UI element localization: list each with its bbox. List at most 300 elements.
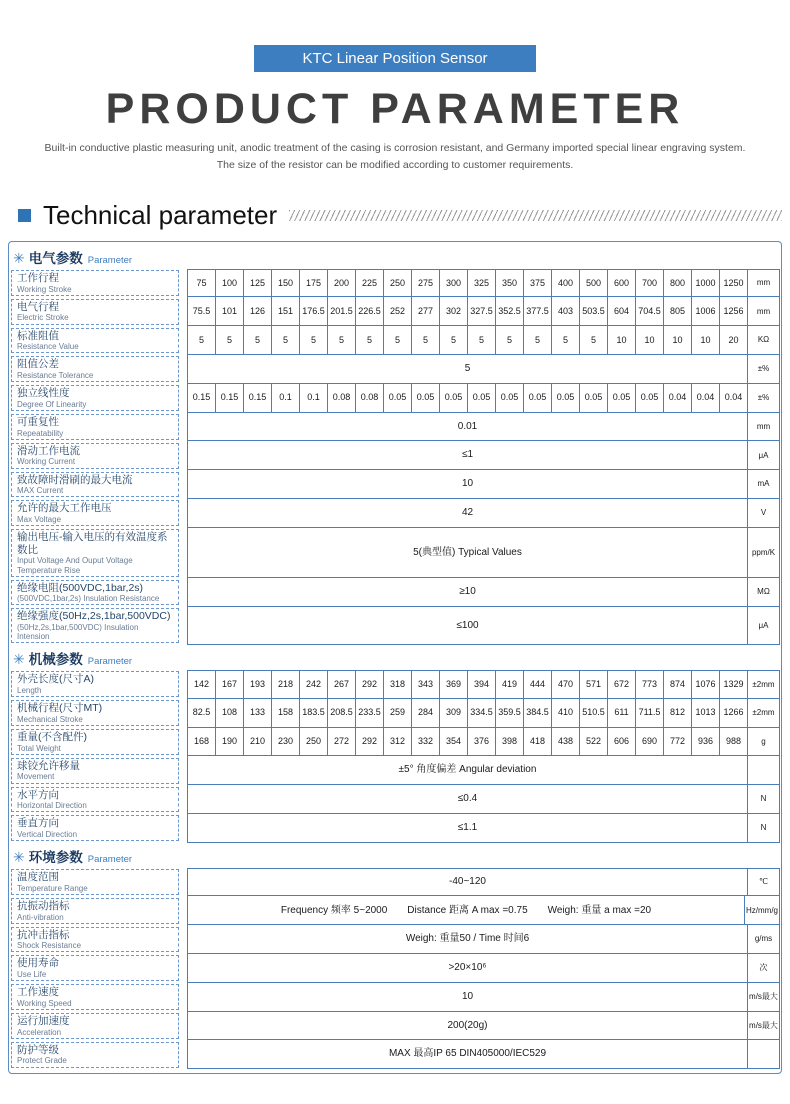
value-cell-span: ≤1 bbox=[187, 441, 747, 470]
value-cell: 403 bbox=[551, 297, 579, 326]
row-cells bbox=[187, 896, 780, 925]
table-row bbox=[11, 499, 780, 528]
value-cell: 5 bbox=[383, 326, 411, 355]
value-cell: 5 bbox=[355, 326, 383, 355]
value-cell: 218 bbox=[271, 670, 299, 699]
value-cell: 126 bbox=[243, 297, 271, 326]
value-cell: 354 bbox=[439, 728, 467, 757]
description-line-2: The size of the resistor can be modified according to customer requirements. bbox=[216, 158, 574, 171]
row-label-cn: 重量(不含配件) bbox=[17, 731, 87, 743]
value-cell: 327.5 bbox=[467, 297, 495, 326]
value-cell: 0.05 bbox=[411, 384, 439, 413]
parameter-sections bbox=[8, 241, 782, 1075]
value-cell: 0.08 bbox=[355, 384, 383, 413]
row-label-cn: 允许的最大工作电压 bbox=[17, 502, 112, 515]
section-mechanical bbox=[11, 648, 780, 843]
row-label-en: Working Speed bbox=[17, 998, 72, 1008]
row-cells bbox=[187, 470, 780, 499]
row-cells bbox=[187, 578, 780, 607]
row-label-en: Vertical Direction bbox=[17, 829, 78, 839]
page-title: PRODUCT PARAMETER bbox=[105, 85, 685, 133]
value-cell: 133 bbox=[243, 699, 271, 728]
value-cell: 0.04 bbox=[719, 384, 747, 413]
unit-cell: N bbox=[747, 785, 780, 814]
row-label-cn: 温度范围 bbox=[17, 871, 59, 884]
value-cell-span: 200(20g) bbox=[187, 1012, 747, 1041]
row-label-en: MAX Current bbox=[17, 486, 64, 496]
value-cell: 158 bbox=[271, 699, 299, 728]
row-label-cn: 标准阻值 bbox=[17, 329, 59, 342]
row-label bbox=[11, 898, 179, 924]
value-cell: 438 bbox=[551, 728, 579, 757]
value-cell: 5 bbox=[271, 326, 299, 355]
unit-cell: μA bbox=[747, 607, 780, 645]
unit-cell: mm bbox=[747, 297, 780, 326]
value-cell: 377.5 bbox=[523, 297, 551, 326]
table-row bbox=[11, 814, 780, 843]
value-cell: 1000 bbox=[691, 269, 719, 298]
section-title-en: Parameter bbox=[87, 655, 133, 667]
value-cell: 167 bbox=[215, 670, 243, 699]
value-cell: 0.1 bbox=[271, 384, 299, 413]
value-cell: 150 bbox=[271, 269, 299, 298]
row-label-en: Use Life bbox=[17, 970, 47, 980]
unit-cell: MΩ bbox=[747, 578, 780, 607]
section-environmental bbox=[11, 846, 780, 1069]
row-label bbox=[11, 1013, 179, 1039]
row-label bbox=[11, 500, 179, 526]
value-cell: 384.5 bbox=[523, 699, 551, 728]
row-label-en: Working Current bbox=[17, 457, 76, 467]
row-cells bbox=[187, 699, 780, 728]
value-cell-span: ≤1.1 bbox=[187, 814, 747, 843]
row-label-cn: 外壳长度(尺寸A) bbox=[17, 673, 94, 686]
table-row bbox=[11, 1012, 780, 1041]
section-header-electrical bbox=[11, 247, 780, 267]
value-cell: 500 bbox=[579, 269, 607, 298]
value-cell: 1013 bbox=[691, 699, 719, 728]
value-cell: 394 bbox=[467, 670, 495, 699]
table-row bbox=[11, 896, 780, 925]
section-title-cn: 环境参数 bbox=[28, 849, 83, 865]
technical-parameter-header bbox=[18, 200, 782, 231]
value-cell: 175 bbox=[299, 269, 327, 298]
row-cells bbox=[187, 269, 780, 298]
row-label-cn: 工作行程 bbox=[17, 272, 59, 285]
value-cell: 1329 bbox=[719, 670, 747, 699]
unit-cell: g/ms bbox=[747, 925, 780, 954]
row-label bbox=[11, 1042, 179, 1068]
value-cell: 183.5 bbox=[299, 699, 327, 728]
row-label-cn: 绝缘电阻(500VDC,1bar,2s) bbox=[17, 581, 144, 594]
value-cell: 0.05 bbox=[439, 384, 467, 413]
row-cells bbox=[187, 441, 780, 470]
unit-cell: V bbox=[747, 499, 780, 528]
row-label bbox=[11, 328, 179, 354]
value-cell: 125 bbox=[243, 269, 271, 298]
row-label-en: Total Weight bbox=[17, 743, 61, 753]
table-row bbox=[11, 756, 780, 785]
row-label-en: Length bbox=[17, 686, 42, 696]
value-cell: 350 bbox=[495, 269, 523, 298]
row-label-en: Horizontal Direction bbox=[17, 801, 87, 811]
value-cell: 5 bbox=[579, 326, 607, 355]
row-label-en: Input Voltage And Ouput Voltage Temperature Rise bbox=[17, 556, 133, 575]
row-label bbox=[11, 529, 179, 577]
value-cell: 522 bbox=[579, 728, 607, 757]
unit-cell: mA bbox=[747, 470, 780, 499]
value-cell: 672 bbox=[607, 670, 635, 699]
value-cell: 0.05 bbox=[635, 384, 663, 413]
value-cell: 208.5 bbox=[327, 699, 355, 728]
row-label-en: Protect Grade bbox=[17, 1056, 67, 1066]
value-cell: 711.5 bbox=[635, 699, 663, 728]
row-label bbox=[11, 270, 179, 296]
row-label bbox=[11, 414, 179, 440]
unit-cell: m/s最大 bbox=[747, 983, 780, 1012]
value-cell: 176.5 bbox=[299, 297, 327, 326]
row-label bbox=[11, 356, 179, 382]
row-cells bbox=[187, 384, 780, 413]
section-title-en: Parameter bbox=[87, 254, 133, 266]
value-cell: 690 bbox=[635, 728, 663, 757]
value-cell: 226.5 bbox=[355, 297, 383, 326]
row-label-cn: 机械行程(尺寸MT) bbox=[17, 702, 103, 715]
row-label-en: Resistance Value bbox=[17, 342, 79, 352]
row-label bbox=[11, 385, 179, 411]
value-cell: 5 bbox=[243, 326, 271, 355]
row-label-en: Acceleration bbox=[17, 1027, 62, 1037]
value-cell: 0.04 bbox=[691, 384, 719, 413]
value-cell: 5 bbox=[215, 326, 243, 355]
value-cell: 201.5 bbox=[327, 297, 355, 326]
value-cell: 325 bbox=[467, 269, 495, 298]
parameter-table bbox=[11, 269, 780, 645]
row-cells bbox=[187, 670, 780, 699]
value-cell: 359.5 bbox=[495, 699, 523, 728]
row-label bbox=[11, 472, 179, 498]
value-cell: 5 bbox=[523, 326, 551, 355]
value-cell: 398 bbox=[495, 728, 523, 757]
table-row bbox=[11, 728, 780, 757]
value-cell: 5 bbox=[467, 326, 495, 355]
unit-cell: ppm/K bbox=[747, 528, 780, 579]
value-cell: 772 bbox=[663, 728, 691, 757]
value-cell: 369 bbox=[439, 670, 467, 699]
row-label-en: Movement bbox=[17, 772, 55, 782]
row-label-cn: 防护等级 bbox=[17, 1043, 59, 1056]
value-cell: 5 bbox=[187, 326, 215, 355]
row-label-cn: 滑动工作电流 bbox=[17, 444, 80, 457]
row-label-cn: 运行加速度 bbox=[17, 1015, 70, 1028]
value-cell-span: MAX 最高IP 65 DIN405000/IEC529 bbox=[187, 1040, 747, 1069]
row-label-cn: 独立线性度 bbox=[17, 387, 70, 400]
table-row bbox=[11, 699, 780, 728]
value-cell: 190 bbox=[215, 728, 243, 757]
row-label-en: (500VDC,1bar,2s) Insulation Resistance bbox=[17, 594, 160, 604]
value-cell: 704.5 bbox=[635, 297, 663, 326]
unit-cell: g bbox=[747, 728, 780, 757]
value-cell: 292 bbox=[355, 670, 383, 699]
value-cell: 108 bbox=[215, 699, 243, 728]
value-cell: 82.5 bbox=[187, 699, 215, 728]
row-label bbox=[11, 984, 179, 1010]
table-row bbox=[11, 528, 780, 579]
value-cell: 10 bbox=[691, 326, 719, 355]
row-label bbox=[11, 443, 179, 469]
value-cell-span: -40~120 bbox=[187, 868, 747, 897]
row-label-en: Anti-vibration bbox=[17, 912, 64, 922]
parameter-table bbox=[11, 868, 780, 1069]
value-cell: 250 bbox=[299, 728, 327, 757]
unit-cell: ±% bbox=[747, 355, 780, 384]
row-label-cn: 输出电压-输入电压的有效温度系数比 bbox=[17, 531, 168, 556]
table-row bbox=[11, 607, 780, 645]
value-cell-span: 5(典型值) Typical Values bbox=[187, 528, 747, 579]
value-cell: 75 bbox=[187, 269, 215, 298]
value-cell-span: 0.01 bbox=[187, 413, 747, 442]
row-label-cn: 抗冲击指标 bbox=[17, 928, 70, 941]
row-label bbox=[11, 815, 179, 841]
value-cell: 0.04 bbox=[663, 384, 691, 413]
unit-cell: 次 bbox=[747, 954, 780, 983]
row-label-en: Electric Stroke bbox=[17, 313, 69, 323]
value-cell: 1076 bbox=[691, 670, 719, 699]
table-row bbox=[11, 670, 780, 699]
row-label bbox=[11, 700, 179, 726]
value-cell: 0.05 bbox=[495, 384, 523, 413]
value-cell: 1256 bbox=[719, 297, 747, 326]
value-cell: 0.1 bbox=[299, 384, 327, 413]
value-cell: 292 bbox=[355, 728, 383, 757]
ribbon-banner bbox=[254, 45, 536, 72]
value-cell: 230 bbox=[271, 728, 299, 757]
table-row bbox=[11, 954, 780, 983]
table-row bbox=[11, 868, 780, 897]
value-cell: 302 bbox=[439, 297, 467, 326]
value-cell: 604 bbox=[607, 297, 635, 326]
row-label-en: Temperature Range bbox=[17, 883, 88, 893]
row-cells bbox=[187, 326, 780, 355]
value-cell: 5 bbox=[411, 326, 439, 355]
value-cell: 812 bbox=[663, 699, 691, 728]
value-cell: 1266 bbox=[719, 699, 747, 728]
value-cell: 0.15 bbox=[215, 384, 243, 413]
table-row bbox=[11, 470, 780, 499]
value-cell: 376 bbox=[467, 728, 495, 757]
value-cell: 193 bbox=[243, 670, 271, 699]
row-label-en: Degree Of Linearity bbox=[17, 399, 87, 409]
row-cells bbox=[187, 499, 780, 528]
value-cell: 410 bbox=[551, 699, 579, 728]
technical-parameter-title: Technical parameter bbox=[43, 199, 278, 230]
value-cell: 0.05 bbox=[383, 384, 411, 413]
value-cell: 571 bbox=[579, 670, 607, 699]
asterisk-icon: ✳ bbox=[13, 848, 25, 865]
row-label-cn: 可重复性 bbox=[17, 416, 59, 428]
value-cell-span: ≥10 bbox=[187, 578, 747, 607]
value-cell: 20 bbox=[719, 326, 747, 355]
value-cell: 334.5 bbox=[467, 699, 495, 728]
row-label bbox=[11, 787, 179, 813]
value-cell: 5 bbox=[299, 326, 327, 355]
unit-cell: mm bbox=[747, 413, 780, 442]
value-cell: 800 bbox=[663, 269, 691, 298]
page bbox=[0, 45, 790, 1104]
value-cell: 1006 bbox=[691, 297, 719, 326]
unit-cell: ±% bbox=[747, 384, 780, 413]
row-label bbox=[11, 927, 179, 953]
section-title-cn: 电气参数 bbox=[28, 250, 83, 266]
value-cell: 773 bbox=[635, 670, 663, 699]
value-cell: 284 bbox=[411, 699, 439, 728]
value-cell: 5 bbox=[327, 326, 355, 355]
row-cells bbox=[187, 528, 780, 579]
parameter-table bbox=[11, 670, 780, 843]
table-row bbox=[11, 1040, 780, 1069]
value-cell: 267 bbox=[327, 670, 355, 699]
row-label-en: Repeatability bbox=[17, 428, 64, 438]
row-cells bbox=[187, 413, 780, 442]
value-cell: 277 bbox=[411, 297, 439, 326]
unit-cell bbox=[747, 1040, 780, 1069]
value-cell: 0.05 bbox=[467, 384, 495, 413]
row-label bbox=[11, 729, 179, 755]
table-row bbox=[11, 355, 780, 384]
row-label-en: Shock Resistance bbox=[17, 941, 82, 951]
asterisk-icon: ✳ bbox=[13, 650, 25, 667]
row-label-cn: 球铰允许移量 bbox=[17, 759, 80, 772]
value-cell-span: >20×10⁶ bbox=[187, 954, 747, 983]
row-label-cn: 电气行程 bbox=[17, 300, 59, 313]
unit-cell: μA bbox=[747, 441, 780, 470]
row-label-cn: 水平方向 bbox=[17, 788, 59, 801]
unit-cell: Hz/mm/g bbox=[744, 896, 780, 925]
row-label-en: Mechanical Stroke bbox=[17, 714, 83, 724]
value-cell: 0.15 bbox=[187, 384, 215, 413]
row-label-cn: 阻值公差 bbox=[17, 358, 59, 371]
table-row bbox=[11, 297, 780, 326]
row-cells bbox=[187, 355, 780, 384]
table-row bbox=[11, 384, 780, 413]
row-cells bbox=[187, 1012, 780, 1041]
row-cells bbox=[187, 728, 780, 757]
row-cells bbox=[187, 785, 780, 814]
unit-cell: N bbox=[747, 814, 780, 843]
value-cell: 343 bbox=[411, 670, 439, 699]
value-cell: 1250 bbox=[719, 269, 747, 298]
value-cell: 10 bbox=[663, 326, 691, 355]
row-label-en: Working Stroke bbox=[17, 284, 72, 294]
value-cell: 142 bbox=[187, 670, 215, 699]
value-cell: 250 bbox=[383, 269, 411, 298]
value-cell: 400 bbox=[551, 269, 579, 298]
row-cells bbox=[187, 925, 780, 954]
value-cell: 600 bbox=[607, 269, 635, 298]
section-bullet-icon bbox=[18, 209, 31, 222]
table-row bbox=[11, 269, 780, 298]
value-cell: 5 bbox=[495, 326, 523, 355]
value-cell: 252 bbox=[383, 297, 411, 326]
row-label-en: Resistance Tolerance bbox=[17, 371, 94, 381]
value-cell: 0.05 bbox=[523, 384, 551, 413]
value-cell: 936 bbox=[691, 728, 719, 757]
value-cell: 272 bbox=[327, 728, 355, 757]
value-cell: 805 bbox=[663, 297, 691, 326]
value-cell: 606 bbox=[607, 728, 635, 757]
value-cell: 10 bbox=[607, 326, 635, 355]
unit-cell: ±2mm bbox=[747, 670, 780, 699]
value-cell-span: 10 bbox=[187, 983, 747, 1012]
row-cells bbox=[187, 297, 780, 326]
value-cell: 275 bbox=[411, 269, 439, 298]
unit-cell: ℃ bbox=[747, 868, 780, 897]
section-title-en: Parameter bbox=[87, 853, 133, 865]
table-row bbox=[11, 441, 780, 470]
row-cells bbox=[187, 1040, 780, 1069]
table-row bbox=[11, 413, 780, 442]
value-cell: 332 bbox=[411, 728, 439, 757]
value-cell: 700 bbox=[635, 269, 663, 298]
value-cell: 0.08 bbox=[327, 384, 355, 413]
value-cell: 503.5 bbox=[579, 297, 607, 326]
value-cell-span: 5 bbox=[187, 355, 747, 384]
value-cell: 0.05 bbox=[551, 384, 579, 413]
value-cell: 0.15 bbox=[243, 384, 271, 413]
value-cell: 419 bbox=[495, 670, 523, 699]
section-electrical bbox=[11, 247, 780, 645]
table-row bbox=[11, 925, 780, 954]
row-label-cn: 工作速度 bbox=[17, 986, 59, 999]
value-cell: 874 bbox=[663, 670, 691, 699]
row-cells bbox=[187, 868, 780, 897]
value-cell: 233.5 bbox=[355, 699, 383, 728]
table-row bbox=[11, 578, 780, 607]
value-cell: 300 bbox=[439, 269, 467, 298]
value-cell-span: Frequency 频率 5~2000 Distance 距离 A max =0.75 Weigh: 重量 a max =20 bbox=[187, 896, 744, 925]
row-label bbox=[11, 955, 179, 981]
value-cell: 259 bbox=[383, 699, 411, 728]
table-row bbox=[11, 983, 780, 1012]
value-cell: 100 bbox=[215, 269, 243, 298]
row-cells bbox=[187, 983, 780, 1012]
value-cell: 151 bbox=[271, 297, 299, 326]
value-cell-span: ±5° 角度偏差 Angular deviation bbox=[187, 756, 747, 785]
table-row bbox=[11, 326, 780, 355]
row-label-cn: 致故障时滑刷的最大电流 bbox=[17, 473, 133, 486]
value-cell: 5 bbox=[439, 326, 467, 355]
value-cell: 168 bbox=[187, 728, 215, 757]
value-cell: 418 bbox=[523, 728, 551, 757]
asterisk-icon: ✳ bbox=[13, 249, 25, 266]
value-cell: 352.5 bbox=[495, 297, 523, 326]
value-cell: 0.05 bbox=[607, 384, 635, 413]
unit-cell: ±2mm bbox=[747, 699, 780, 728]
unit-cell: KΩ bbox=[747, 326, 780, 355]
hatch-pattern-icon bbox=[289, 210, 782, 221]
value-cell: 200 bbox=[327, 269, 355, 298]
unit-cell bbox=[747, 756, 780, 785]
value-cell: 470 bbox=[551, 670, 579, 699]
value-cell-span: 10 bbox=[187, 470, 747, 499]
value-cell: 0.05 bbox=[579, 384, 607, 413]
row-label-cn: 绝缘强度(50Hz,2s,1bar,500VDC) bbox=[17, 610, 171, 623]
row-label-cn: 抗振动指标 bbox=[17, 899, 70, 912]
row-cells bbox=[187, 954, 780, 983]
row-cells bbox=[187, 756, 780, 785]
row-label-cn: 垂直方向 bbox=[17, 817, 59, 830]
value-cell: 318 bbox=[383, 670, 411, 699]
